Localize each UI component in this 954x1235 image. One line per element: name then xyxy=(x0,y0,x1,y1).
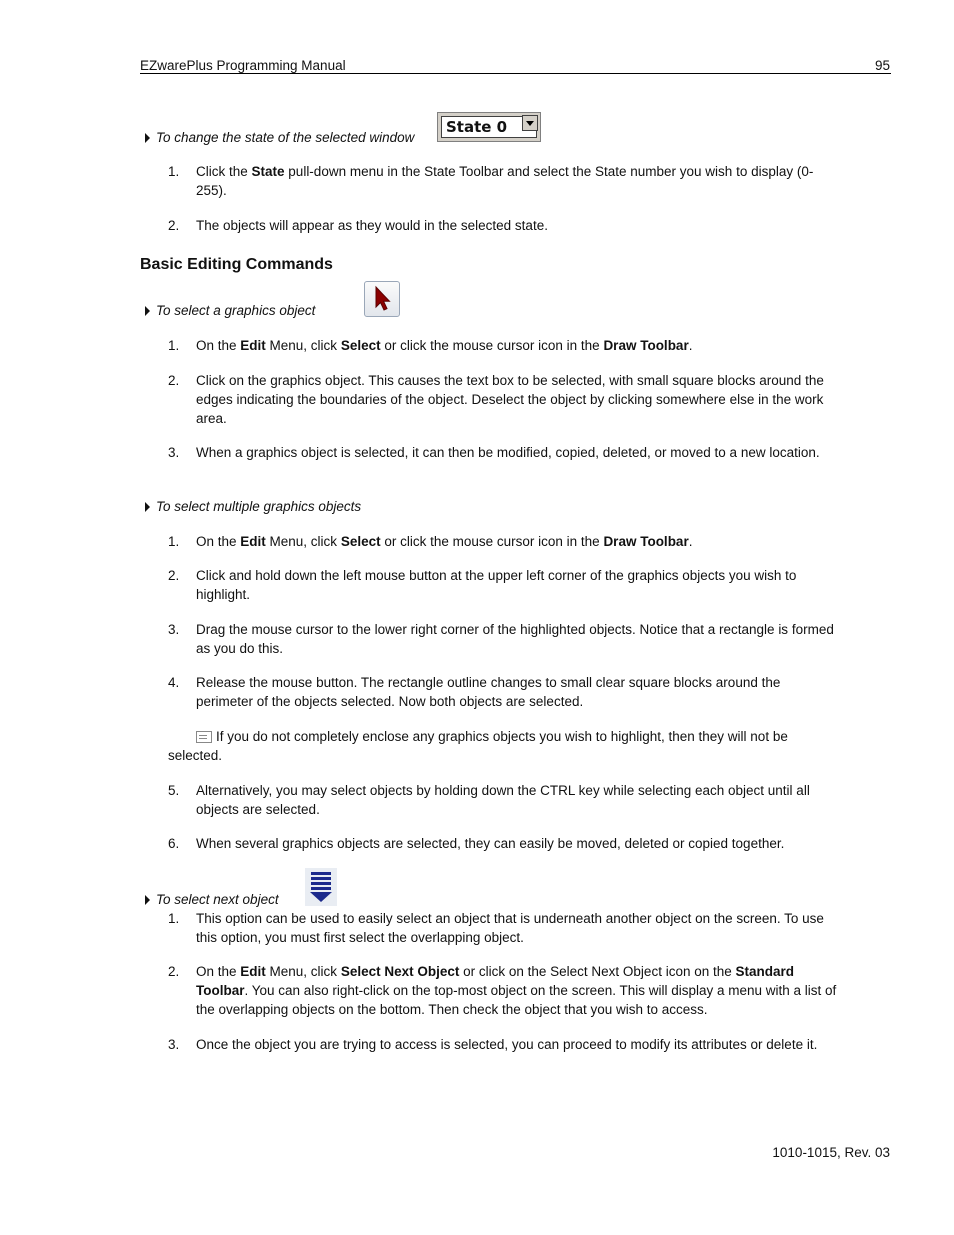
note-text-continued: selected. xyxy=(168,748,223,763)
step xyxy=(168,673,840,711)
section-heading: Basic Editing Commands xyxy=(140,256,333,273)
triangle-bullet-icon xyxy=(145,133,150,143)
step-number: 2. xyxy=(168,964,180,979)
step xyxy=(168,1035,840,1054)
step-number: 1. xyxy=(168,534,180,549)
step-number: 3. xyxy=(168,445,180,460)
step-number: 2. xyxy=(168,568,180,583)
step-text: This option can be used to easily select an object that is underneath another object on the screen. To use this option, you must first select the overlapping object. xyxy=(196,911,824,945)
step-number: 3. xyxy=(168,622,180,637)
step-number: 1. xyxy=(168,911,180,926)
step-number: 2. xyxy=(168,218,180,233)
step-text: Click on the graphics object. This causes the text box to be selected, with small square blocks around the edges indicating the boundaries of the object. Deselect the object by clicking somewhere else in the work area. xyxy=(196,373,824,426)
note xyxy=(196,727,841,746)
mouse-cursor-icon xyxy=(364,281,400,317)
step xyxy=(168,532,840,551)
step-number: 6. xyxy=(168,836,180,851)
step xyxy=(168,162,840,200)
step-number: 3. xyxy=(168,1037,180,1052)
step xyxy=(168,962,840,1019)
state-dropdown-image xyxy=(437,112,541,142)
state-dropdown-value: State 0 xyxy=(441,116,537,138)
step-number: 4. xyxy=(168,675,180,690)
header-title: EZwarePlus Programming Manual xyxy=(140,58,346,73)
step-number: 5. xyxy=(168,783,180,798)
procedure-select-next xyxy=(145,890,279,909)
step-text: Click and hold down the left mouse button at the upper left corner of the graphics objects you wish to highlight. xyxy=(196,568,797,602)
step-text: On the Edit Menu, click Select or click the mouse cursor icon in the Draw Toolbar. xyxy=(196,338,693,353)
note-text: If you do not completely enclose any graphics objects you wish to highlight, then they will not be xyxy=(216,729,788,744)
step-text: On the Edit Menu, click Select or click the mouse cursor icon in the Draw Toolbar. xyxy=(196,534,693,549)
step xyxy=(168,834,840,853)
note-icon xyxy=(196,731,212,743)
procedure-label: To change the state of the selected window xyxy=(156,130,415,145)
dropdown-arrow-icon xyxy=(522,115,538,131)
step-number: 1. xyxy=(168,338,180,353)
step-number: 2. xyxy=(168,373,180,388)
step xyxy=(168,566,840,604)
step-text: When a graphics object is selected, it can then be modified, copied, deleted, or moved to a new location. xyxy=(196,445,820,460)
procedure-label: To select a graphics object xyxy=(156,303,316,318)
header-divider xyxy=(140,73,891,74)
step-text: Once the object you are trying to access is selected, you can proceed to modify its attributes or delete it. xyxy=(196,1037,818,1052)
procedure-change-state xyxy=(145,128,414,147)
step xyxy=(168,443,840,462)
select-next-object-icon xyxy=(305,868,337,906)
procedure-select-object xyxy=(145,301,315,320)
page-number: 95 xyxy=(874,58,890,73)
step-text: Release the mouse button. The rectangle outline changes to small clear square blocks around the perimeter of the objects selected. Now both objects are selected. xyxy=(196,675,781,709)
step-text: The objects will appear as they would in the selected state. xyxy=(196,218,548,233)
procedure-label: To select next object xyxy=(156,892,279,907)
step xyxy=(168,216,840,235)
step-text: Drag the mouse cursor to the lower right corner of the highlighted objects. Notice that a rectangle is formed as you do this. xyxy=(196,622,834,656)
triangle-bullet-icon xyxy=(145,502,150,512)
procedure-select-multiple xyxy=(145,497,361,516)
triangle-bullet-icon xyxy=(145,895,150,905)
step-text: On the Edit Menu, click Select Next Object or click on the Select Next Object icon on the Standard Toolbar. You can also right-click on the top-most object on the screen. This will display a menu with a list of the overlapping objects on the bottom. Then check the object that you wish to access. xyxy=(196,964,837,1017)
step-number: 1. xyxy=(168,164,180,179)
step xyxy=(168,336,840,355)
step xyxy=(168,371,840,428)
step-text: When several graphics objects are selected, they can easily be moved, deleted or copied together. xyxy=(196,836,785,851)
step xyxy=(168,909,840,947)
step-text: Click the State pull-down menu in the State Toolbar and select the State number you wish to display (0-255). xyxy=(196,164,814,198)
triangle-bullet-icon xyxy=(145,306,150,316)
step xyxy=(168,620,840,658)
step xyxy=(168,781,840,819)
step-text: Alternatively, you may select objects by holding down the CTRL key while selecting each object until all objects are selected. xyxy=(196,783,810,817)
procedure-label: To select multiple graphics objects xyxy=(156,499,362,514)
footer-doc-id: 1010-1015, Rev. 03 xyxy=(772,1145,890,1160)
